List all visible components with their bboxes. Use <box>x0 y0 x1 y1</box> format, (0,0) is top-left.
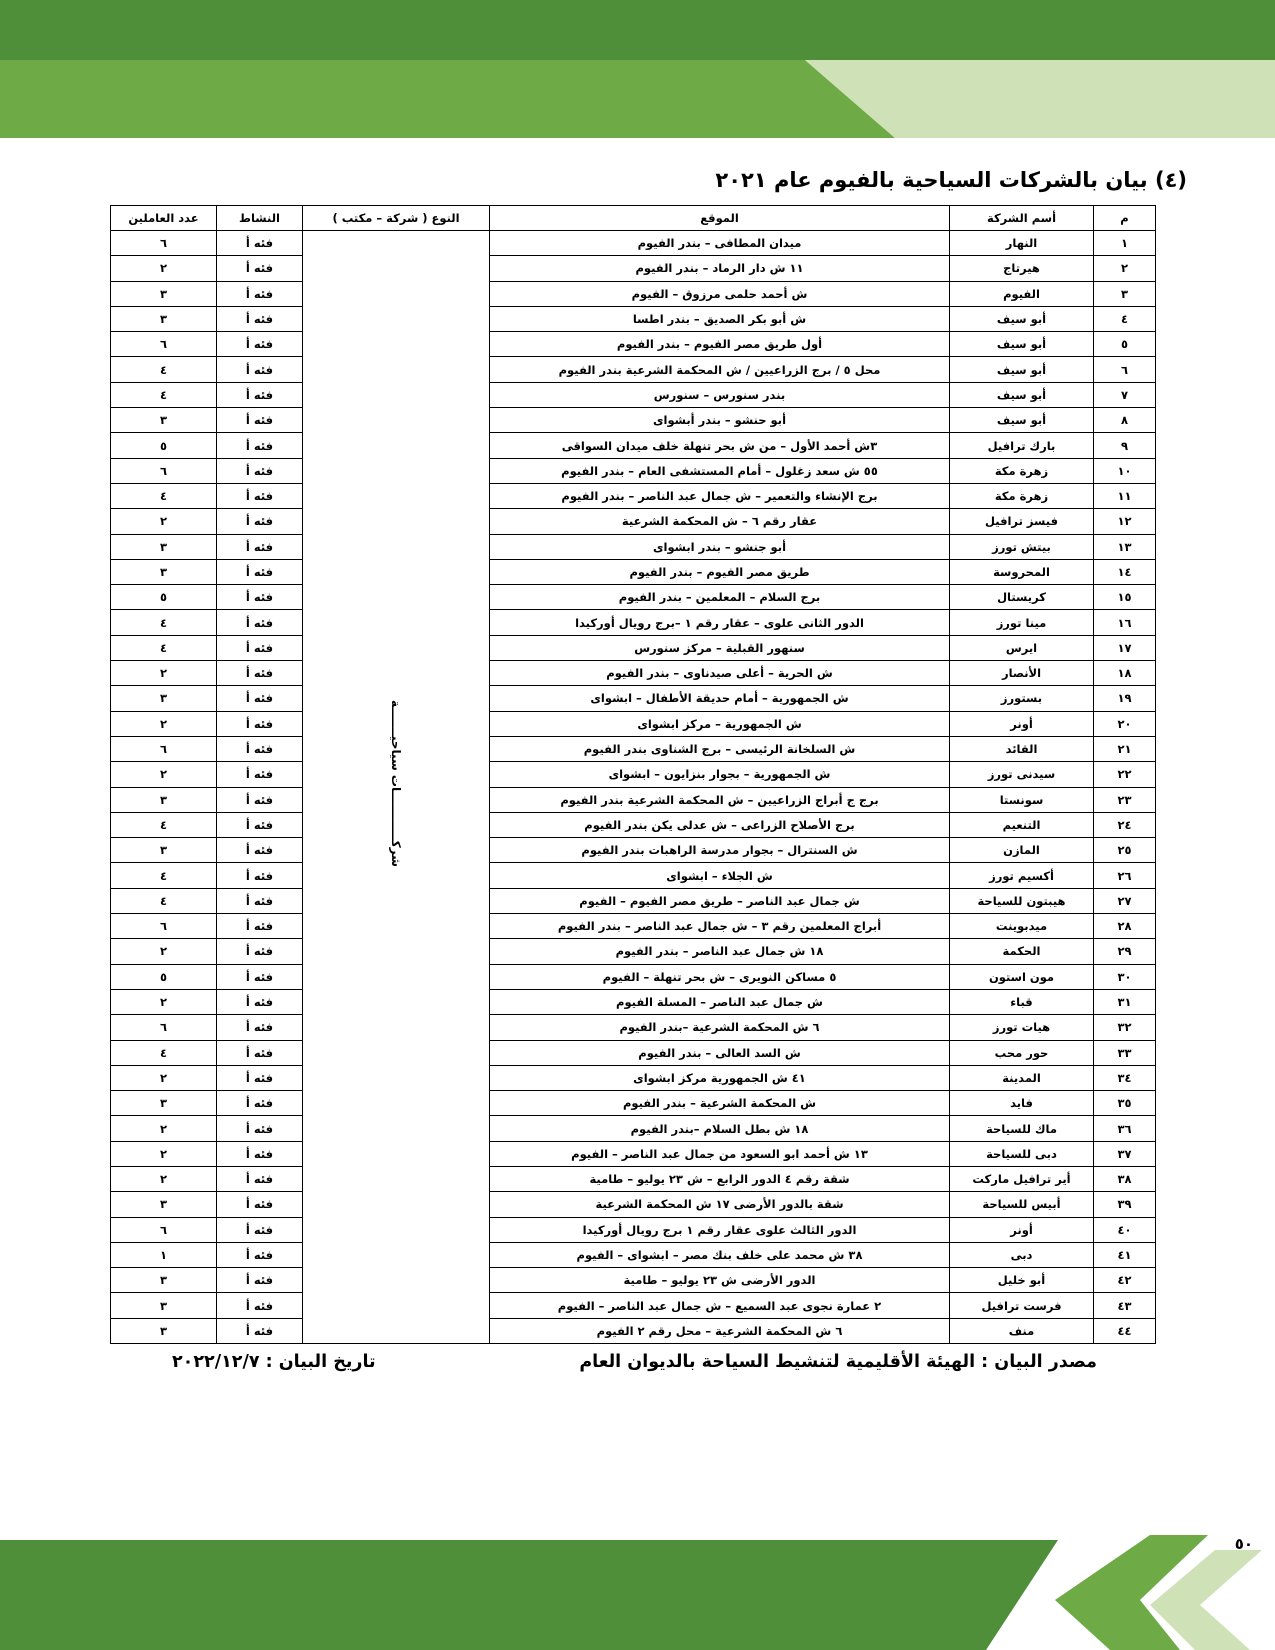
row-activity: فئه أ <box>217 964 303 989</box>
row-company: زهرة مكة <box>950 483 1094 508</box>
row-activity: فئه أ <box>217 888 303 913</box>
row-company: منف <box>950 1318 1094 1343</box>
table-row <box>111 332 1156 357</box>
row-location: ش الجمهورية – أمام حديقة الأطفال – ابشواى <box>490 686 950 711</box>
row-num: ٣٢ <box>1094 1015 1156 1040</box>
row-num: ١٠ <box>1094 458 1156 483</box>
row-location: بندر سنورس – سنورس <box>490 382 950 407</box>
row-workers: ٥ <box>111 585 217 610</box>
table-row <box>111 838 1156 863</box>
table-row <box>111 306 1156 331</box>
row-location: ش السنترال – بجوار مدرسة الراهبات بندر الفيوم <box>490 838 950 863</box>
row-num: ٣٣ <box>1094 1040 1156 1065</box>
row-location: الدور الثالث علوى عقار رقم ١ برج رويال أوركيدا <box>490 1217 950 1242</box>
row-activity: فئه أ <box>217 1166 303 1191</box>
table-row <box>111 1091 1156 1116</box>
row-location: برج الإنشاء والتعمير – ش جمال عبد الناصر – بندر الفيوم <box>490 483 950 508</box>
row-activity: فئه أ <box>217 458 303 483</box>
row-num: ٣٥ <box>1094 1091 1156 1116</box>
row-workers: ٤ <box>111 635 217 660</box>
row-num: ١١ <box>1094 483 1156 508</box>
row-company: ايرس <box>950 635 1094 660</box>
row-workers: ٣ <box>111 1268 217 1293</box>
row-activity: فئه أ <box>217 1217 303 1242</box>
row-num: ٤٠ <box>1094 1217 1156 1242</box>
row-company: أونر <box>950 1217 1094 1242</box>
table-row <box>111 610 1156 635</box>
row-num: ٢٨ <box>1094 914 1156 939</box>
row-location: محل ٥ / برج الزراعيين / ش المحكمة الشرعية بندر الفيوم <box>490 357 950 382</box>
row-company: القائد <box>950 736 1094 761</box>
row-workers: ٤ <box>111 357 217 382</box>
row-activity: فئه أ <box>217 736 303 761</box>
row-num: ١٦ <box>1094 610 1156 635</box>
table-row <box>111 231 1156 256</box>
row-location: أبو جنشو – بندر ابشواى <box>490 534 950 559</box>
row-company: سيدنى تورز <box>950 762 1094 787</box>
row-company: هيات تورز <box>950 1015 1094 1040</box>
row-activity: فئه أ <box>217 1141 303 1166</box>
table-row <box>111 939 1156 964</box>
row-company: دبى <box>950 1242 1094 1267</box>
row-num: ٣١ <box>1094 989 1156 1014</box>
footer-banner <box>0 1530 1275 1650</box>
row-workers: ٢ <box>111 256 217 281</box>
row-num: ٤١ <box>1094 1242 1156 1267</box>
row-workers: ٣ <box>111 281 217 306</box>
table-row <box>111 989 1156 1014</box>
row-workers: ٢ <box>111 1166 217 1191</box>
row-num: ٢٥ <box>1094 838 1156 863</box>
row-location: أبراج المعلمين رقم ٣ – ش جمال عبد الناصر – بندر الفيوم <box>490 914 950 939</box>
row-num: ٤٢ <box>1094 1268 1156 1293</box>
row-location: ش السد العالى – بندر الفيوم <box>490 1040 950 1065</box>
row-num: ٢٤ <box>1094 812 1156 837</box>
table-row <box>111 357 1156 382</box>
row-activity: فئه أ <box>217 281 303 306</box>
row-workers: ٣ <box>111 787 217 812</box>
row-num: ٥ <box>1094 332 1156 357</box>
table-row <box>111 762 1156 787</box>
row-num: ١٨ <box>1094 661 1156 686</box>
row-location: ١٨ ش جمال عبد الناصر – بندر الفيوم <box>490 939 950 964</box>
row-company: أبو سيف <box>950 332 1094 357</box>
row-company: أكسيم تورز <box>950 863 1094 888</box>
row-location: ش أبو بكر الصديق – بندر اطسا <box>490 306 950 331</box>
table-row <box>111 408 1156 433</box>
row-company: هيرتاج <box>950 256 1094 281</box>
row-num: ٢٣ <box>1094 787 1156 812</box>
table-row <box>111 1141 1156 1166</box>
row-company: النهار <box>950 231 1094 256</box>
row-activity: فئه أ <box>217 382 303 407</box>
row-workers: ٦ <box>111 231 217 256</box>
row-activity: فئه أ <box>217 1293 303 1318</box>
table-row <box>111 1166 1156 1191</box>
table-row <box>111 1040 1156 1065</box>
row-location: ٦ ش المحكمة الشرعية – محل رقم ٢ الفيوم <box>490 1318 950 1343</box>
row-num: ٢١ <box>1094 736 1156 761</box>
row-location: ش الجلاء – ابشواى <box>490 863 950 888</box>
row-activity: فئه أ <box>217 1318 303 1343</box>
row-workers: ٢ <box>111 939 217 964</box>
table-row <box>111 281 1156 306</box>
row-activity: فئه أ <box>217 1242 303 1267</box>
row-company: مينا تورز <box>950 610 1094 635</box>
row-activity: فئه أ <box>217 762 303 787</box>
row-activity: فئه أ <box>217 939 303 964</box>
row-company: التنعيم <box>950 812 1094 837</box>
row-workers: ٤ <box>111 863 217 888</box>
row-company: قباء <box>950 989 1094 1014</box>
row-workers: ٦ <box>111 332 217 357</box>
row-activity: فئه أ <box>217 357 303 382</box>
row-workers: ٢ <box>111 989 217 1014</box>
row-num: ٣٧ <box>1094 1141 1156 1166</box>
row-company: فيسز ترافيل <box>950 509 1094 534</box>
row-company: أبيس للسياحة <box>950 1192 1094 1217</box>
row-company: دبى للسياحة <box>950 1141 1094 1166</box>
row-num: ١٩ <box>1094 686 1156 711</box>
header-num: م <box>1094 206 1156 231</box>
row-location: أبو حنشو – بندر أبشواى <box>490 408 950 433</box>
row-workers: ٤ <box>111 382 217 407</box>
row-company: أير ترافيل ماركت <box>950 1166 1094 1191</box>
companies-table <box>110 205 1156 1344</box>
row-activity: فئه أ <box>217 332 303 357</box>
row-num: ٦ <box>1094 357 1156 382</box>
row-company: بستورز <box>950 686 1094 711</box>
row-workers: ٦ <box>111 1217 217 1242</box>
table-row <box>111 863 1156 888</box>
row-activity: فئه أ <box>217 509 303 534</box>
row-location: الدور الأرضى ش ٢٣ يوليو – طامية <box>490 1268 950 1293</box>
table-row <box>111 1268 1156 1293</box>
row-location: أول طريق مصر الفيوم – بندر الفيوم <box>490 332 950 357</box>
row-workers: ١ <box>111 1242 217 1267</box>
row-num: ٣٩ <box>1094 1192 1156 1217</box>
row-activity: فئه أ <box>217 256 303 281</box>
row-num: ٣٠ <box>1094 964 1156 989</box>
row-location: ش الحرية – أعلى صيدناوى – بندر الفيوم <box>490 661 950 686</box>
row-activity: فئه أ <box>217 711 303 736</box>
row-activity: فئه أ <box>217 1116 303 1141</box>
table-row <box>111 585 1156 610</box>
row-activity: فئه أ <box>217 1040 303 1065</box>
row-workers: ٣ <box>111 838 217 863</box>
table-row <box>111 256 1156 281</box>
row-activity: فئه أ <box>217 585 303 610</box>
row-location: سنهور القبلية – مركز سنورس <box>490 635 950 660</box>
table-row <box>111 433 1156 458</box>
row-location: شقة بالدور الأرضى ١٧ ش المحكمة الشرعية <box>490 1192 950 1217</box>
header-activity: النشاط <box>217 206 303 231</box>
table-row <box>111 635 1156 660</box>
table-row <box>111 888 1156 913</box>
row-workers: ٣ <box>111 559 217 584</box>
row-workers: ٦ <box>111 458 217 483</box>
row-workers: ٢ <box>111 711 217 736</box>
table-row <box>111 1217 1156 1242</box>
row-workers: ٢ <box>111 1116 217 1141</box>
row-activity: فئه أ <box>217 661 303 686</box>
header-location: الموقع <box>490 206 950 231</box>
row-workers: ٤ <box>111 888 217 913</box>
row-company: المحروسة <box>950 559 1094 584</box>
row-company: حور محب <box>950 1040 1094 1065</box>
row-company: مون استون <box>950 964 1094 989</box>
row-num: ٣ <box>1094 281 1156 306</box>
header-company: أسم الشركة <box>950 206 1094 231</box>
table-row <box>111 914 1156 939</box>
row-num: ٣٦ <box>1094 1116 1156 1141</box>
row-location: ٢ عمارة نجوى عبد السميع – ش جمال عبد الناصر – الفيوم <box>490 1293 950 1318</box>
row-num: ١ <box>1094 231 1156 256</box>
table-row <box>111 509 1156 534</box>
row-workers: ٣ <box>111 686 217 711</box>
source-note: مصدر البيان : الهيئة الأقليمية لتنشيط السياحة بالديوان العام <box>579 1352 1097 1372</box>
row-location: ٣ش أحمد الأول – من ش بحر تنهلة خلف ميدان السواقى <box>490 433 950 458</box>
row-activity: فئه أ <box>217 863 303 888</box>
row-num: ٢٦ <box>1094 863 1156 888</box>
row-activity: فئه أ <box>217 1015 303 1040</box>
row-location: ش المحكمة الشرعية – بندر الفيوم <box>490 1091 950 1116</box>
row-workers: ٣ <box>111 1293 217 1318</box>
row-num: ٣٨ <box>1094 1166 1156 1191</box>
row-num: ١٥ <box>1094 585 1156 610</box>
row-workers: ٤ <box>111 483 217 508</box>
table-row <box>111 686 1156 711</box>
row-num: ٢٠ <box>1094 711 1156 736</box>
row-location: ش الجمهورية – بجوار بنزايون – ابشواى <box>490 762 950 787</box>
row-location: ش جمال عبد الناصر – طريق مصر الفيوم – الفيوم <box>490 888 950 913</box>
row-workers: ٤ <box>111 1040 217 1065</box>
row-activity: فئه أ <box>217 408 303 433</box>
row-location: برج السلام – المعلمين – بندر الفيوم <box>490 585 950 610</box>
row-company: كريستال <box>950 585 1094 610</box>
row-num: ٢ <box>1094 256 1156 281</box>
row-activity: فئه أ <box>217 812 303 837</box>
table-row <box>111 559 1156 584</box>
row-type <box>303 231 490 1344</box>
row-company: أبو خليل <box>950 1268 1094 1293</box>
row-activity: فئه أ <box>217 989 303 1014</box>
row-workers: ٢ <box>111 762 217 787</box>
row-workers: ٢ <box>111 509 217 534</box>
row-company: ميدبوينت <box>950 914 1094 939</box>
row-workers: ٣ <box>111 1091 217 1116</box>
header-banner <box>0 0 1275 140</box>
row-num: ١٢ <box>1094 509 1156 534</box>
page-title: (٤) بيان بالشركات السياحية بالفيوم عام ٢٠٢١ <box>715 168 1187 192</box>
header-type: النوع ( شركة – مكتب ) <box>303 206 490 231</box>
row-activity: فئه أ <box>217 787 303 812</box>
row-activity: فئه أ <box>217 1065 303 1090</box>
row-num: ١٤ <box>1094 559 1156 584</box>
row-activity: فئه أ <box>217 534 303 559</box>
row-location: ١١ ش دار الرماد – بندر الفيوم <box>490 256 950 281</box>
row-activity: فئه أ <box>217 231 303 256</box>
row-num: ٤ <box>1094 306 1156 331</box>
row-activity: فئه أ <box>217 838 303 863</box>
table-header-row <box>111 206 1156 231</box>
row-activity: فئه أ <box>217 483 303 508</box>
row-company: الفيوم <box>950 281 1094 306</box>
row-activity: فئه أ <box>217 1091 303 1116</box>
table-row <box>111 1015 1156 1040</box>
row-location: ٥٥ ش سعد زغلول – أمام المستشفى العام – بندر الفيوم <box>490 458 950 483</box>
table-row <box>111 964 1156 989</box>
table-row <box>111 1065 1156 1090</box>
row-num: ٢٧ <box>1094 888 1156 913</box>
table-row <box>111 1293 1156 1318</box>
row-workers: ٦ <box>111 736 217 761</box>
table-row <box>111 711 1156 736</box>
row-company: أبو سيف <box>950 382 1094 407</box>
row-company: أبو سيف <box>950 357 1094 382</box>
row-workers: ٢ <box>111 661 217 686</box>
row-workers: ٣ <box>111 306 217 331</box>
table-row <box>111 1192 1156 1217</box>
table-row <box>111 382 1156 407</box>
row-location: ش الجمهورية – مركز ابشواى <box>490 711 950 736</box>
row-workers: ٣ <box>111 408 217 433</box>
header-workers: عدد العاملين <box>111 206 217 231</box>
row-activity: فئه أ <box>217 610 303 635</box>
row-activity: فئه أ <box>217 306 303 331</box>
row-location: ش جمال عبد الناصر – المسلة الفيوم <box>490 989 950 1014</box>
row-workers: ٣ <box>111 1318 217 1343</box>
row-location: الدور الثانى علوى – عقار رقم ١ –برج رويال أوركيدا <box>490 610 950 635</box>
row-workers: ٤ <box>111 610 217 635</box>
row-location: ش السلخانة الرئيسى – برج الشناوى بندر الفيوم <box>490 736 950 761</box>
row-location: ميدان المطافى – بندر الفيوم <box>490 231 950 256</box>
row-num: ٩ <box>1094 433 1156 458</box>
row-company: الأنصار <box>950 661 1094 686</box>
row-num: ٣٤ <box>1094 1065 1156 1090</box>
row-location: ش أحمد حلمى مرزوق – الفيوم <box>490 281 950 306</box>
row-num: ٢٩ <box>1094 939 1156 964</box>
row-activity: فئه أ <box>217 635 303 660</box>
table-body <box>111 231 1156 1344</box>
table-row <box>111 458 1156 483</box>
row-num: ٧ <box>1094 382 1156 407</box>
row-location: برج الأصلاح الزراعى – ش عدلى يكن بندر الفيوم <box>490 812 950 837</box>
date-note: تاريخ البيان : ٢٠٢٢/١٢/٧ <box>172 1352 376 1372</box>
type-label: شركــــــــــــات سياحيـــــــة <box>389 699 403 867</box>
row-activity: فئه أ <box>217 914 303 939</box>
row-company: فايد <box>950 1091 1094 1116</box>
row-workers: ٣ <box>111 1192 217 1217</box>
row-workers: ٣ <box>111 534 217 559</box>
row-location: طريق مصر الفيوم – بندر الفيوم <box>490 559 950 584</box>
row-num: ٤٤ <box>1094 1318 1156 1343</box>
row-workers: ٤ <box>111 812 217 837</box>
row-activity: فئه أ <box>217 686 303 711</box>
row-workers: ٢ <box>111 1065 217 1090</box>
row-location: ٦ ش المحكمة الشرعية –بندر الفيوم <box>490 1015 950 1040</box>
row-company: أبو سيف <box>950 306 1094 331</box>
row-num: ٨ <box>1094 408 1156 433</box>
row-num: ٤٣ <box>1094 1293 1156 1318</box>
row-company: فرست ترافيل <box>950 1293 1094 1318</box>
row-company: بيتش تورز <box>950 534 1094 559</box>
row-company: هيبتون للسياحة <box>950 888 1094 913</box>
row-workers: ٥ <box>111 433 217 458</box>
row-workers: ٦ <box>111 1015 217 1040</box>
row-location: برج ج أبراج الزراعيين – ش المحكمة الشرعية بندر الفيوم <box>490 787 950 812</box>
table-row <box>111 661 1156 686</box>
row-num: ١٣ <box>1094 534 1156 559</box>
row-location: ٣٨ ش محمد على خلف بنك مصر – ابشواى – الفيوم <box>490 1242 950 1267</box>
row-num: ٢٢ <box>1094 762 1156 787</box>
row-company: المازن <box>950 838 1094 863</box>
row-activity: فئه أ <box>217 433 303 458</box>
row-company: بارك ترافيل <box>950 433 1094 458</box>
table-row <box>111 1318 1156 1343</box>
row-company: أونر <box>950 711 1094 736</box>
row-workers: ٢ <box>111 1141 217 1166</box>
row-company: أبو سيف <box>950 408 1094 433</box>
row-company: زهرة مكة <box>950 458 1094 483</box>
row-location: ٤١ ش الجمهورية مركز ابشواى <box>490 1065 950 1090</box>
row-location: ١٣ ش أحمد ابو السعود من جمال عبد الناصر – الفيوم <box>490 1141 950 1166</box>
row-activity: فئه أ <box>217 1268 303 1293</box>
row-workers: ٦ <box>111 914 217 939</box>
table-row <box>111 812 1156 837</box>
row-location: ٥ مساكن النويرى – ش بحر تنهلة – الفيوم <box>490 964 950 989</box>
row-company: سونستا <box>950 787 1094 812</box>
row-company: ماك للسياحة <box>950 1116 1094 1141</box>
row-company: المدينة <box>950 1065 1094 1090</box>
row-num: ١٧ <box>1094 635 1156 660</box>
table-row <box>111 534 1156 559</box>
table-row <box>111 1242 1156 1267</box>
row-location: شقة رقم ٤ الدور الرابع – ش ٢٣ يوليو – طامية <box>490 1166 950 1191</box>
page-number: ٥٠ <box>1234 1535 1253 1553</box>
row-activity: فئه أ <box>217 559 303 584</box>
row-activity: فئه أ <box>217 1192 303 1217</box>
table-row <box>111 736 1156 761</box>
table-row <box>111 483 1156 508</box>
row-company: الحكمة <box>950 939 1094 964</box>
table-row <box>111 787 1156 812</box>
row-location: عقار رقم ٦ – ش المحكمة الشرعية <box>490 509 950 534</box>
table-row <box>111 1116 1156 1141</box>
row-location: ١٨ ش بطل السلام –بندر الفيوم <box>490 1116 950 1141</box>
row-workers: ٥ <box>111 964 217 989</box>
